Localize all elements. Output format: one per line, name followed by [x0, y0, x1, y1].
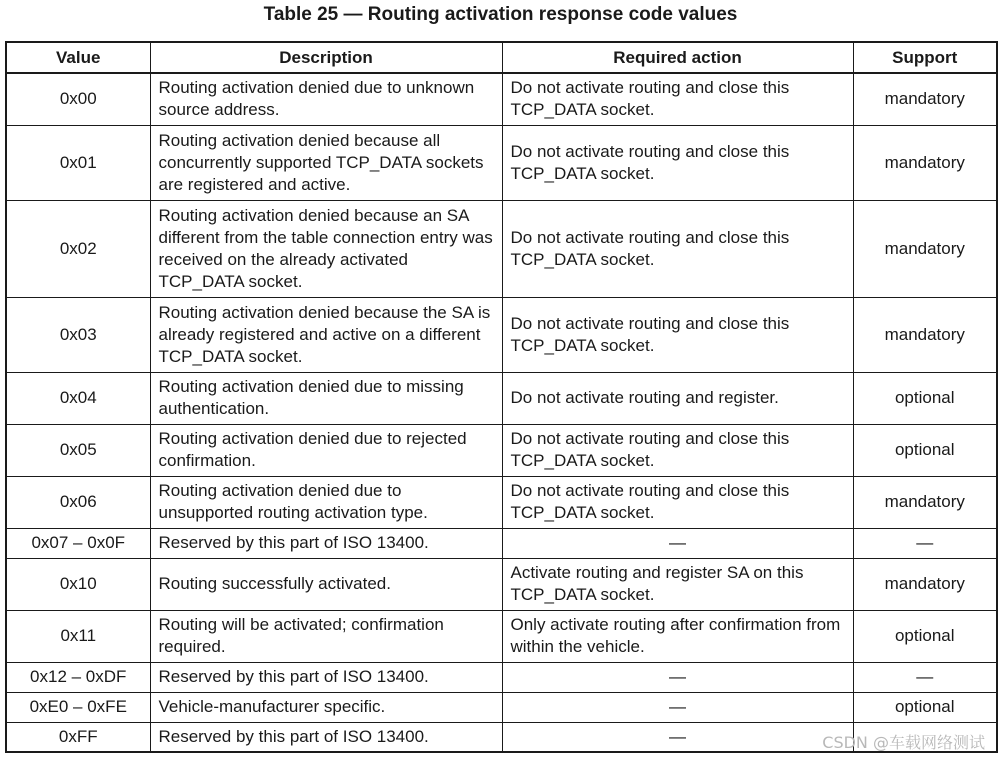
cell-description: Routing activation denied due to missing authentication.	[150, 372, 502, 424]
cell-required-action: Do not activate routing and close this TCP_DATA socket.	[502, 424, 853, 476]
cell-required-action: Only activate routing after confirmation from within the vehicle.	[502, 610, 853, 662]
cell-value: 0x06	[6, 476, 150, 528]
cell-value: 0x10	[6, 558, 150, 610]
cell-support: optional	[853, 424, 997, 476]
cell-description: Routing activation denied due to unknown source address.	[150, 73, 502, 125]
table-row	[6, 200, 997, 297]
table-row	[6, 73, 997, 125]
cell-required-action: —	[502, 528, 853, 558]
cell-required-action: Do not activate routing and close this TCP_DATA socket.	[502, 125, 853, 200]
cell-value: 0x03	[6, 297, 150, 372]
watermark-text: CSDN @车载网络测试	[822, 733, 985, 752]
cell-required-action: Activate routing and register SA on this TCP_DATA socket.	[502, 558, 853, 610]
cell-support: mandatory	[853, 73, 997, 125]
cell-support: optional	[853, 610, 997, 662]
cell-support: mandatory	[853, 200, 997, 297]
cell-required-action: Do not activate routing and close this TCP_DATA socket.	[502, 297, 853, 372]
table-row	[6, 610, 997, 662]
table-title: Table 25 — Routing activation response code values	[263, 4, 738, 25]
table-row	[6, 297, 997, 372]
cell-support: optional	[853, 372, 997, 424]
cell-value: 0xE0 – 0xFE	[6, 692, 150, 722]
cell-value: 0x07 – 0x0F	[6, 528, 150, 558]
cell-description: Reserved by this part of ISO 13400.	[150, 662, 502, 692]
cell-description: Reserved by this part of ISO 13400.	[150, 722, 502, 752]
cell-value: 0x11	[6, 610, 150, 662]
table-row	[6, 692, 997, 722]
table-row	[6, 125, 997, 200]
cell-description: Reserved by this part of ISO 13400.	[150, 528, 502, 558]
cell-value: 0x02	[6, 200, 150, 297]
cell-required-action: Do not activate routing and close this TCP_DATA socket.	[502, 73, 853, 125]
cell-description: Vehicle-manufacturer specific.	[150, 692, 502, 722]
cell-required-action: Do not activate routing and close this TCP_DATA socket.	[502, 476, 853, 528]
cell-value: 0x00	[6, 73, 150, 125]
table-row	[6, 528, 997, 558]
table-row	[6, 372, 997, 424]
cell-description: Routing successfully activated.	[150, 558, 502, 610]
cell-value: 0xFF	[6, 722, 150, 752]
cell-support: optional	[853, 692, 997, 722]
cell-support: mandatory	[853, 476, 997, 528]
column-header-required-action: Required action	[502, 42, 853, 73]
cell-required-action: —	[502, 662, 853, 692]
cell-required-action: —	[502, 692, 853, 722]
cell-description: Routing activation denied because an SA different from the table connection entry was received on the already activated TCP_DATA socket.	[150, 200, 502, 297]
cell-value: 0x04	[6, 372, 150, 424]
table-row	[6, 558, 997, 610]
cell-required-action: —	[502, 722, 853, 752]
column-header-description: Description	[150, 42, 502, 73]
cell-value: 0x01	[6, 125, 150, 200]
cell-description: Routing will be activated; confirmation required.	[150, 610, 502, 662]
cell-required-action: Do not activate routing and close this TCP_DATA socket.	[502, 200, 853, 297]
cell-description: Routing activation denied because the SA is already registered and active on a different TCP_DATA socket.	[150, 297, 502, 372]
cell-support: mandatory	[853, 297, 997, 372]
cell-value: 0x05	[6, 424, 150, 476]
cell-description: Routing activation denied due to rejected confirmation.	[150, 424, 502, 476]
cell-support: mandatory	[853, 125, 997, 200]
table-row	[6, 424, 997, 476]
table-row	[6, 476, 997, 528]
column-header-value: Value	[6, 42, 150, 73]
cell-description: Routing activation denied due to unsupported routing activation type.	[150, 476, 502, 528]
table-row	[6, 662, 997, 692]
cell-required-action: Do not activate routing and register.	[502, 372, 853, 424]
cell-description: Routing activation denied because all concurrently supported TCP_DATA sockets are registered and active.	[150, 125, 502, 200]
cell-support: —	[853, 662, 997, 692]
cell-support: —	[853, 528, 997, 558]
cell-support: mandatory	[853, 558, 997, 610]
header-row	[6, 42, 997, 73]
response-code-table	[5, 41, 998, 753]
column-header-support: Support	[853, 42, 997, 73]
cell-value: 0x12 – 0xDF	[6, 662, 150, 692]
